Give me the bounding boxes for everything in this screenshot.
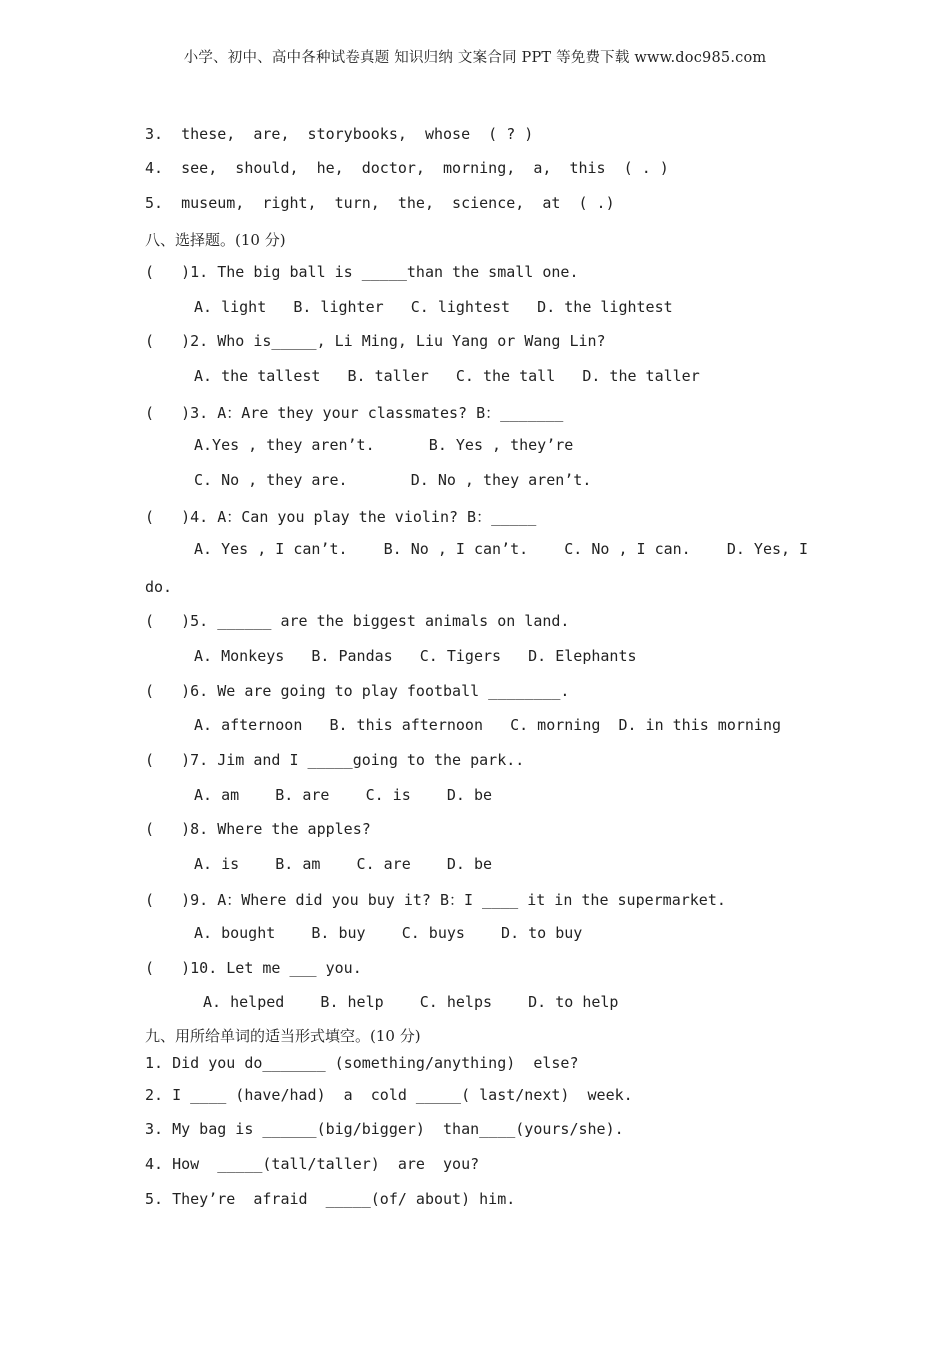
fill-item-4: 4. How _____(tall/taller) are you? <box>145 1155 480 1173</box>
part7-line-4: 4. see, should, he, doctor, morning, a, this ( . ) <box>145 159 669 177</box>
question-4-options: A. Yes , I can’t. B. No , I can’t. C. No , I can. D. Yes, I <box>194 540 809 558</box>
question-5-options: A. Monkeys B. Pandas C. Tigers D. Elephants <box>194 647 637 665</box>
fill-item-1: 1. Did you do_______ (something/anything) else? <box>145 1054 579 1072</box>
question-3: ( )3. A：Are they your classmates? B：_______ <box>145 404 564 422</box>
question-7: ( )7. Jim and I _____going to the park.. <box>145 751 525 769</box>
part8-title: 八、选择题。(10 分) <box>145 231 286 249</box>
question-10-options: A. helped B. help C. helps D. to help <box>194 993 619 1011</box>
question-6-options: A. afternoon B. this afternoon C. morning D. in this morning <box>194 716 781 734</box>
question-4: ( )4. A：Can you play the violin? B：_____ <box>145 508 537 526</box>
question-8: ( )8. Where the apples? <box>145 820 371 838</box>
question-2: ( )2. Who is_____, Li Ming, Liu Yang or Wang Lin? <box>145 332 606 350</box>
question-2-options: A. the tallest B. taller C. the tall D. the taller <box>194 367 700 385</box>
question-3-options-cd: C. No , they are. D. No , they aren’t. <box>194 471 592 489</box>
question-9: ( )9. A：Where did you buy it? B：I ____ it in the supermarket. <box>145 891 726 909</box>
question-3-options-ab: A.Yes , they aren’t. B. Yes , they’re <box>194 436 574 454</box>
fill-item-3: 3. My bag is ______(big/bigger) than____(yours/she). <box>145 1120 624 1138</box>
part7-line-3: 3. these, are, storybooks, whose ( ? ) <box>145 125 534 143</box>
part9-title: 九、用所给单词的适当形式填空。(10 分) <box>145 1027 421 1045</box>
question-8-options: A. is B. am C. are D. be <box>194 855 493 873</box>
page-header-banner: 小学、初中、高中各种试卷真题 知识归纳 文案合同 PPT 等免费下载 www.doc985.com <box>183 50 767 66</box>
fill-item-2: 2. I ____ (have/had) a cold _____( last/next) week. <box>145 1086 633 1104</box>
question-6: ( )6. We are going to play football ________. <box>145 682 570 700</box>
question-4-options-wrap: do. <box>145 578 173 596</box>
question-5: ( )5. ______ are the biggest animals on land. <box>145 612 570 630</box>
part7-line-5: 5. museum, right, turn, the, science, at ( .) <box>145 194 615 212</box>
question-1-options: A. light B. lighter C. lightest D. the lightest <box>194 298 673 316</box>
question-10: ( )10. Let me ___ you. <box>145 959 362 977</box>
question-1: ( )1. The big ball is _____than the small one. <box>145 263 579 281</box>
fill-item-5: 5. They’re afraid _____(of/ about) him. <box>145 1190 516 1208</box>
question-9-options: A. bought B. buy C. buys D. to buy <box>194 924 583 942</box>
question-7-options: A. am B. are C. is D. be <box>194 786 493 804</box>
